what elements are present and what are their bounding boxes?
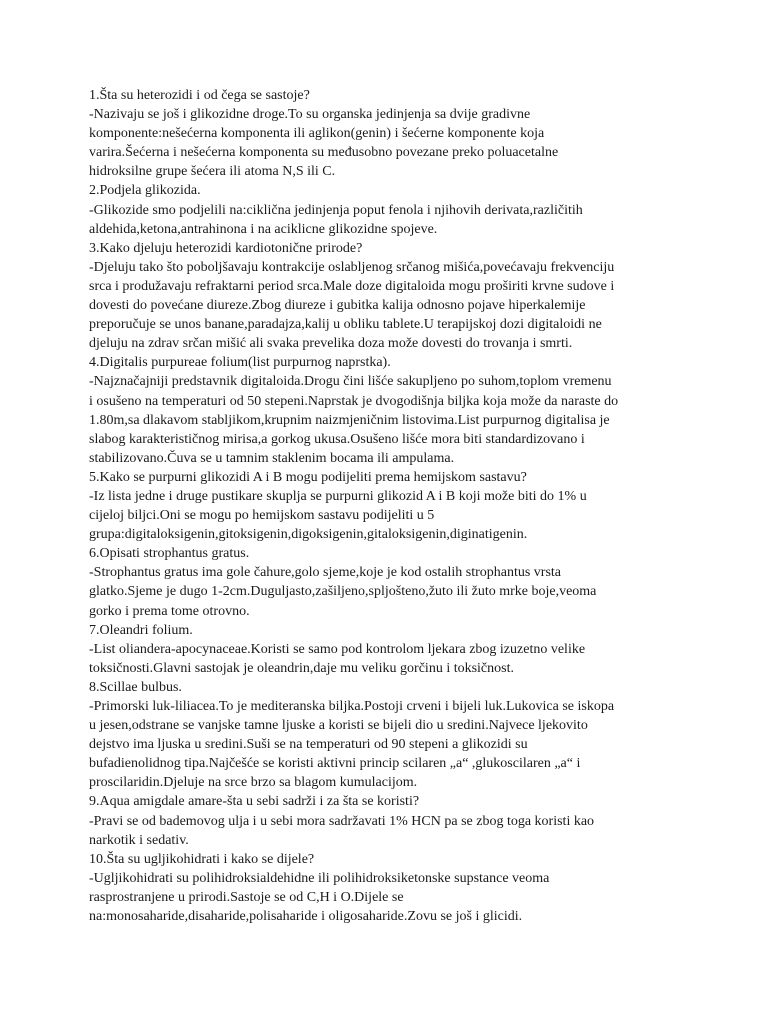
question-heading: 8.Scillae bulbus. bbox=[89, 679, 182, 695]
question-heading: 6.Opisati strophantus gratus. bbox=[89, 546, 250, 562]
answer-line: -Strophantus gratus ima gole čahure,golo sjeme,koje je kod ostalih strophantus vrsta bbox=[89, 565, 562, 581]
answer-line: narkotik i sedativ. bbox=[89, 832, 189, 848]
answer-line: slabog karakterističnog mirisa,a gorkog ukusa.Osušeno lišće mora biti standardizovano i bbox=[89, 431, 585, 447]
answer-line: preporučuje se unos banane,paradajza,kalij u obliku tablete.U terapijskoj dozi digitaloidi ne bbox=[89, 317, 602, 333]
question-heading: 5.Kako se purpurni glikozidi A i B mogu podijeliti prema hemijskom sastavu? bbox=[89, 469, 527, 485]
answer-line: aldehida,ketona,antrahinona i na aciklicne glikozidne spojeve. bbox=[89, 221, 438, 237]
answer-line: -Nazivaju se još i glikozidne droge.To su organska jedinjenja sa dvije gradivne bbox=[89, 107, 531, 123]
answer-line: komponente:nešećerna komponenta ili aglikon(genin) i šećerne komponente koja bbox=[89, 126, 545, 142]
answer-line: gorko i prema tome otrovno. bbox=[89, 603, 250, 619]
question-heading: 2.Podjela glikozida. bbox=[89, 183, 201, 199]
answer-line: -Ugljikohidrati su polihidroksialdehidne ili polihidroksiketonske supstance veoma bbox=[89, 870, 550, 886]
answer-line: u jesen,odstrane se vanjske tamne ljuske a koristi se bijeli dio u sredini.Najvece ljekovito bbox=[89, 718, 588, 734]
answer-line: cijeloj biljci.Oni se mogu po hemijskom sastavu podijeliti u 5 bbox=[89, 508, 435, 524]
answer-line: djeluju na zdrav srčan mišić ali svaka prevelika doza može dovesti do trovanja i smrti. bbox=[89, 336, 573, 352]
answer-line: i osušeno na temperaturi od 50 stepeni.Naprstak je dvogodišnja biljka koja može da naraste do bbox=[89, 393, 619, 409]
answer-line: 1.80m,sa dlakavom stabljikom,krupnim naizmjeničnim listovima.List purpurnog digitalisa je bbox=[89, 412, 610, 428]
answer-line: hidroksilne grupe šećera ili atoma N,S ili C. bbox=[89, 164, 336, 180]
answer-line: proscilaridin.Djeluje na srce brzo sa blagom kumulacijom. bbox=[89, 775, 418, 791]
question-heading: 1.Šta su heterozidi i od čega se sastoje? bbox=[89, 88, 310, 103]
answer-line: bufadienolidnog tipa.Najčešće se koristi aktivni princip scilaren „a“ ,glukoscilaren „a“ i bbox=[89, 756, 581, 772]
answer-line: stabilizovano.Čuva se u tamnim staklenim bocama ili ampulama. bbox=[89, 450, 455, 466]
answer-line: -Iz lista jedne i druge pustikare skuplja se purpurni glikozid A i B koji može biti do 1% u bbox=[89, 488, 587, 504]
answer-line: dejstvo ima ljuska u sredini.Suši se na temperaturi od 90 stepeni a glikozidi su bbox=[89, 737, 528, 753]
answer-line: glatko.Sjeme je dugo 1-2cm.Duguljasto,zašiljeno,spljošteno,žuto ili žuto mrke boje,veoma bbox=[89, 584, 597, 600]
answer-line: toksičnosti.Glavni sastojak je oleandrin,daje mu veliku gorčinu i toksičnost. bbox=[89, 660, 514, 676]
answer-line: srca i produžavaju refraktarni period srca.Male doze digitaloida mogu proširiti krvne sudove i bbox=[89, 278, 615, 294]
answer-line: -Najznačajniji predstavnik digitaloida.Drogu čini lišće sakupljeno po suhom,toplom vremenu bbox=[89, 374, 612, 390]
answer-line: -Djeluju tako što poboljšavaju kontrakcije oslabljenog srčanog mišića,povećavaju frekvenciju bbox=[89, 259, 615, 275]
document-text bbox=[89, 86, 737, 926]
answer-line: dovesti do povećane diureze.Zbog diureze i gubitka kalija odnosno pojave hiperkalemije bbox=[89, 298, 586, 314]
answer-line: na:monosaharide,disaharide,polisaharide i oligosaharide.Zovu se još i glicidi. bbox=[89, 909, 523, 925]
question-heading: 9.Aqua amigdale amare-šta u sebi sadrži i za šta se koristi? bbox=[89, 794, 420, 810]
answer-line: -Pravi se od bademovog ulja i u sebi mora sadržavati 1% HCN pa se zbog toga koristi kao bbox=[89, 813, 595, 829]
question-heading: 10.Šta su ugljikohidrati i kako se dijele? bbox=[89, 851, 315, 867]
question-heading: 4.Digitalis purpureae folium(list purpurnog naprstka). bbox=[89, 355, 391, 371]
answer-line: -List oliandera-apocynaceae.Koristi se samo pod kontrolom ljekara zbog izuzetno velike bbox=[89, 641, 586, 657]
question-heading: 3.Kako djeluju heterozidi kardiotonične prirode? bbox=[89, 240, 363, 256]
answer-line: rasprostranjene u prirodi.Sastoje se od C,H i O.Dijele se bbox=[89, 889, 404, 905]
answer-line: varira.Šećerna i nešećerna komponenta su međusobno povezane preko poluacetalne bbox=[89, 145, 559, 161]
question-heading: 7.Oleandri folium. bbox=[89, 622, 193, 638]
answer-line: -Primorski luk-liliacea.To je mediteranska biljka.Postoji crveni i bijeli luk.Lukovica se iskopa bbox=[89, 699, 615, 714]
answer-line: -Glikozide smo podjelili na:ciklična jedinjenja poput fenola i njihovih derivata,različitih bbox=[89, 202, 583, 218]
answer-line: grupa:digitaloksigenin,gitoksigenin,digoksigenin,gitaloksigenin,diginatigenin. bbox=[89, 527, 528, 543]
